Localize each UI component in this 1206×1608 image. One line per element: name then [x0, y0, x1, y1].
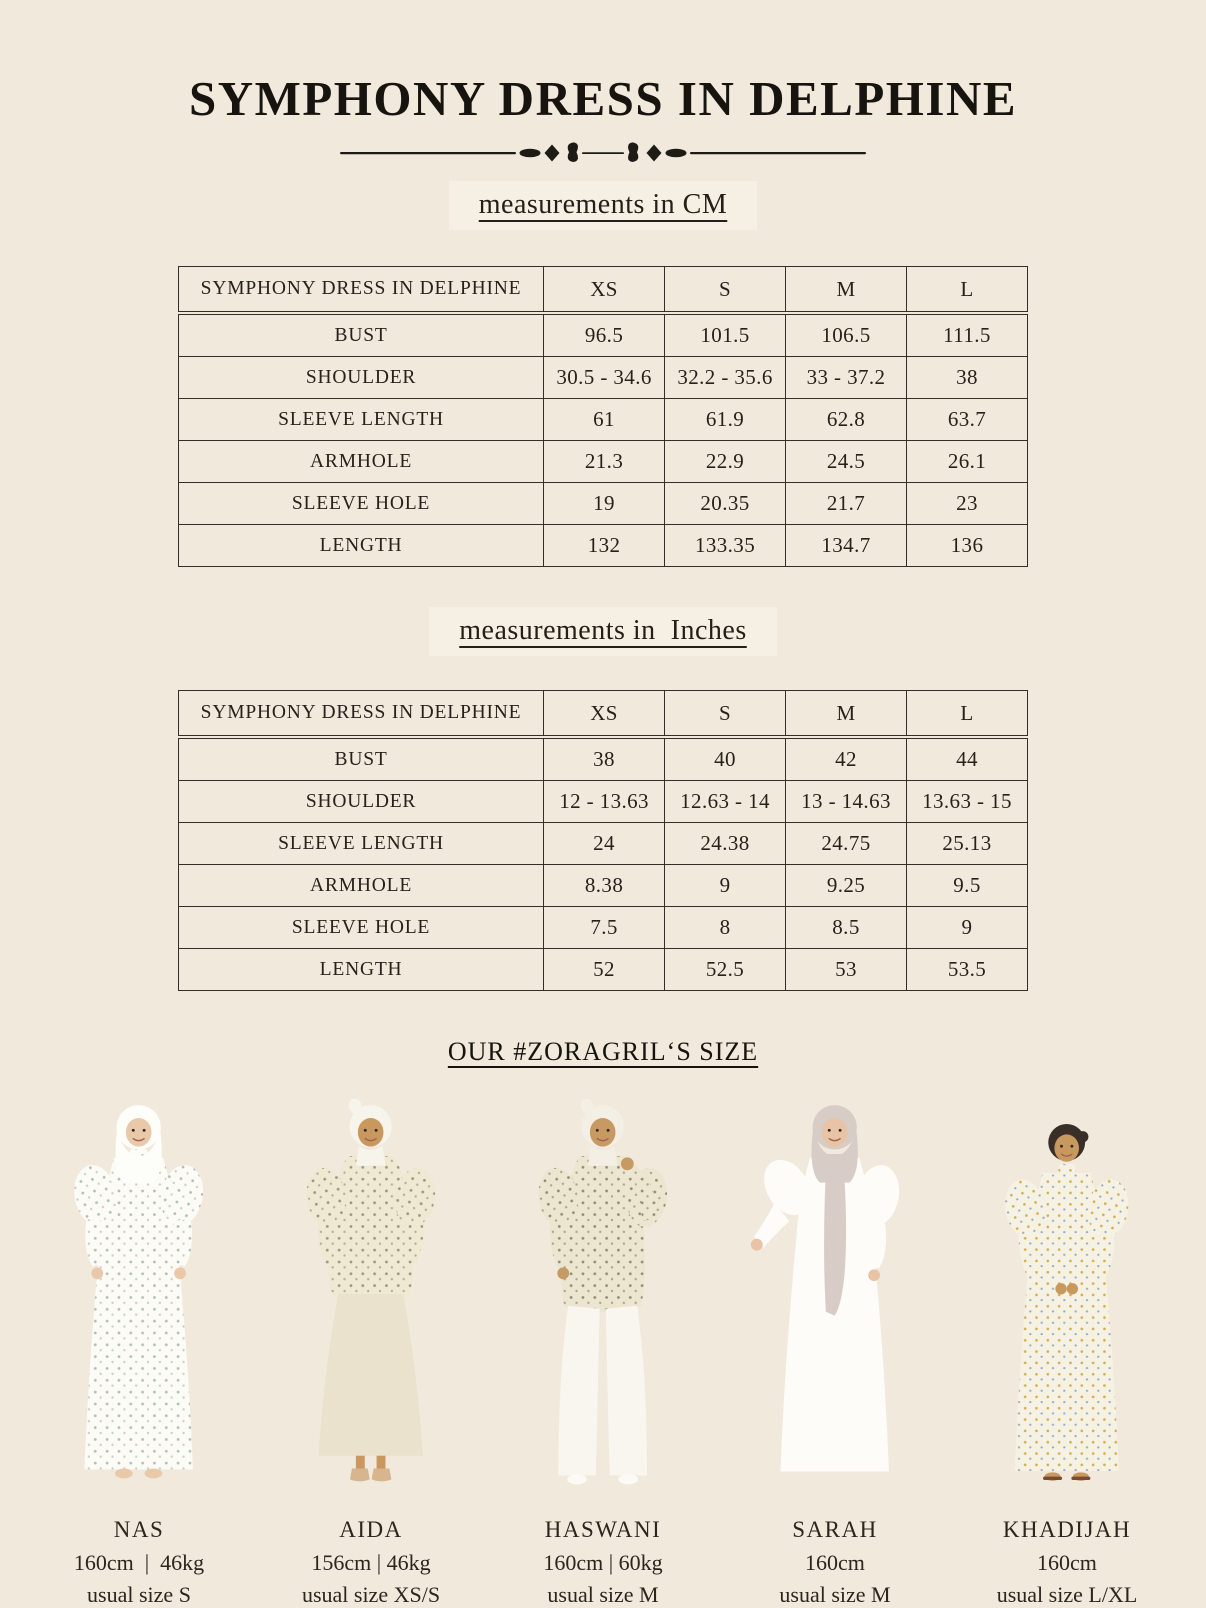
measurement-label: SLEEVE HOLE: [179, 907, 544, 949]
measurement-label: SHOULDER: [179, 357, 544, 399]
table-title-cell: SYMPHONY DRESS IN DELPHINE: [179, 691, 544, 738]
section-heading-inches: measurements in Inches: [429, 607, 777, 656]
measurement-label: BUST: [179, 737, 544, 781]
measurement-value: 20.35: [665, 483, 786, 525]
model-photo-khadijah: [977, 1099, 1156, 1505]
table-row: [179, 525, 1028, 567]
measurement-value: 24.38: [665, 823, 786, 865]
size-column-header: S: [665, 267, 786, 314]
measurement-value: 44: [906, 737, 1027, 781]
table-row: [179, 483, 1028, 525]
measurement-value: 61.9: [665, 399, 786, 441]
measurement-label: SLEEVE LENGTH: [179, 399, 544, 441]
measurement-value: 62.8: [786, 399, 907, 441]
measurement-value: 33 - 37.2: [786, 357, 907, 399]
measurement-value: 8: [665, 907, 786, 949]
measurement-value: 136: [906, 525, 1027, 567]
measurement-value: 61: [544, 399, 665, 441]
measurement-value: 9: [665, 865, 786, 907]
measurement-value: 101.5: [665, 313, 786, 357]
table-row: [179, 865, 1028, 907]
measurement-label: SHOULDER: [179, 781, 544, 823]
measurement-value: 25.13: [906, 823, 1027, 865]
measurement-value: 63.7: [906, 399, 1027, 441]
measurement-value: 134.7: [786, 525, 907, 567]
model-photo-sarah: [741, 1081, 928, 1505]
measurement-value: 132: [544, 525, 665, 567]
measurement-label: LENGTH: [179, 525, 544, 567]
model-usual-size: usual size M: [779, 1582, 891, 1607]
measurement-label: ARMHOLE: [179, 865, 544, 907]
measurement-value: 111.5: [906, 313, 1027, 357]
page-title: SYMPHONY DRESS IN DELPHINE: [188, 71, 1018, 126]
table-row: [179, 949, 1028, 991]
model-name: HASWANI: [544, 1517, 662, 1542]
measurement-value: 13.63 - 15: [906, 781, 1027, 823]
size-column-header: L: [906, 267, 1027, 314]
measurement-value: 24.5: [786, 441, 907, 483]
measurement-value: 106.5: [786, 313, 907, 357]
table-row: [179, 399, 1028, 441]
measurement-value: 53.5: [906, 949, 1027, 991]
model-usual-size: usual size XS/S: [301, 1582, 441, 1607]
measurement-value: 8.5: [786, 907, 907, 949]
measurement-value: 133.35: [665, 525, 786, 567]
model-usual-size: usual size M: [547, 1582, 659, 1607]
ornamental-divider: [338, 140, 868, 166]
models-row: [28, 1081, 1178, 1608]
model-card-khadijah: [956, 1099, 1178, 1608]
measurement-value: 13 - 14.63: [786, 781, 907, 823]
measurement-value: 96.5: [544, 313, 665, 357]
model-stats: 160cm: [805, 1550, 865, 1575]
measurement-value: 7.5: [544, 907, 665, 949]
measurement-value: 23: [906, 483, 1027, 525]
measurement-value: 52.5: [665, 949, 786, 991]
size-column-header: XS: [544, 691, 665, 738]
section-heading-cm: measurements in CM: [449, 181, 758, 230]
size-table-cm: [178, 266, 1028, 567]
size-column-header: S: [665, 691, 786, 738]
measurement-value: 12.63 - 14: [665, 781, 786, 823]
measurement-label: LENGTH: [179, 949, 544, 991]
model-photo-aida: [277, 1081, 464, 1505]
measurement-value: 9.25: [786, 865, 907, 907]
model-usual-size: usual size S: [87, 1582, 191, 1607]
size-column-header: XS: [544, 267, 665, 314]
model-stats: 156cm | 46kg: [311, 1550, 431, 1575]
measurement-label: SLEEVE HOLE: [179, 483, 544, 525]
model-name: NAS: [113, 1517, 165, 1542]
model-photo-haswani: [509, 1081, 696, 1505]
size-column-header: M: [786, 267, 907, 314]
size-table-inches: [178, 690, 1028, 991]
model-name: SARAH: [792, 1517, 878, 1542]
table-row: [179, 357, 1028, 399]
measurement-label: BUST: [179, 313, 544, 357]
measurement-value: 12 - 13.63: [544, 781, 665, 823]
table-row: [179, 907, 1028, 949]
measurement-value: 53: [786, 949, 907, 991]
size-column-header: M: [786, 691, 907, 738]
model-card-nas: [28, 1081, 250, 1608]
size-column-header: L: [906, 691, 1027, 738]
measurement-value: 9: [906, 907, 1027, 949]
table-row: [179, 737, 1028, 781]
measurement-value: 38: [906, 357, 1027, 399]
measurement-value: 30.5 - 34.6: [544, 357, 665, 399]
model-card-sarah: [724, 1081, 946, 1608]
measurement-label: SLEEVE LENGTH: [179, 823, 544, 865]
measurement-value: 19: [544, 483, 665, 525]
measurement-value: 32.2 - 35.6: [665, 357, 786, 399]
measurement-value: 22.9: [665, 441, 786, 483]
measurement-value: 52: [544, 949, 665, 991]
measurement-value: 42: [786, 737, 907, 781]
model-stats: 160cm | 46kg: [73, 1550, 205, 1575]
measurement-value: 21.7: [786, 483, 907, 525]
table-title-cell: SYMPHONY DRESS IN DELPHINE: [179, 267, 544, 314]
measurement-value: 38: [544, 737, 665, 781]
model-photo-nas: [45, 1081, 232, 1505]
measurement-value: 26.1: [906, 441, 1027, 483]
model-stats: 160cm | 60kg: [543, 1550, 663, 1575]
measurement-value: 9.5: [906, 865, 1027, 907]
measurement-value: 24.75: [786, 823, 907, 865]
table-row: [179, 441, 1028, 483]
measurement-value: 8.38: [544, 865, 665, 907]
table-row: [179, 313, 1028, 357]
measurement-value: 21.3: [544, 441, 665, 483]
measurement-value: 24: [544, 823, 665, 865]
table-header-row: [179, 267, 1028, 314]
model-name: KHADIJAH: [1002, 1517, 1132, 1542]
table-row: [179, 781, 1028, 823]
table-row: [179, 823, 1028, 865]
model-stats: 160cm: [1037, 1550, 1097, 1575]
measurement-value: 40: [665, 737, 786, 781]
model-card-haswani: [492, 1081, 714, 1608]
section-heading-models: OUR #ZORAGRIL‘S SIZE: [447, 1037, 759, 1066]
model-name: AIDA: [339, 1517, 403, 1542]
measurement-label: ARMHOLE: [179, 441, 544, 483]
model-usual-size: usual size L/XL: [996, 1582, 1138, 1607]
model-card-aida: [260, 1081, 482, 1608]
table-header-row: [179, 691, 1028, 738]
